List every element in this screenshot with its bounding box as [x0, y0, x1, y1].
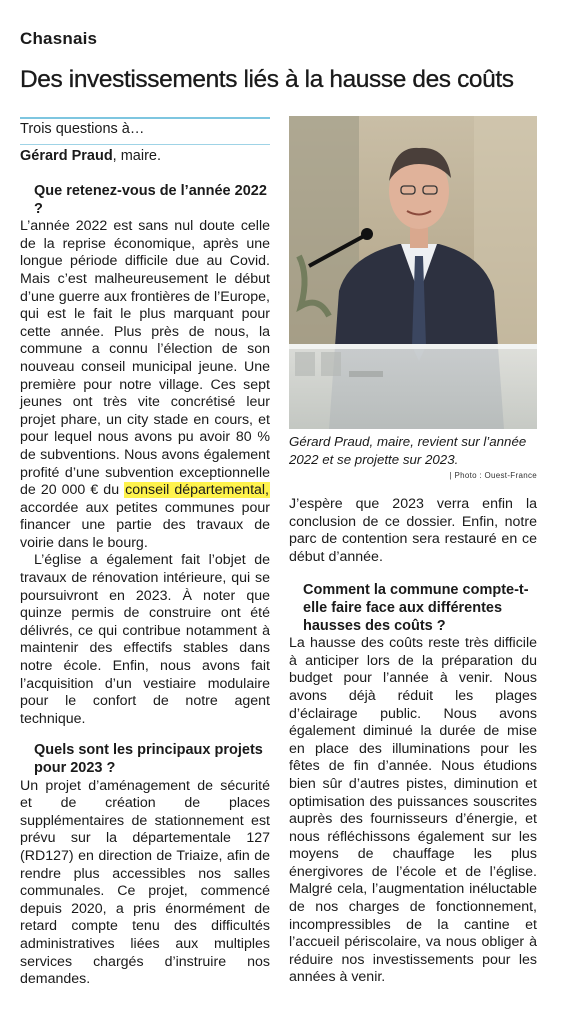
- answer-1-text-b: accordée aux petites communes pour financer une partie des travaux de voirie dans le bourg.: [20, 499, 270, 551]
- portrait-illustration: [289, 116, 537, 429]
- photo: [289, 116, 537, 429]
- answer-1-paragraph-1: [20, 218, 270, 552]
- question-2: Quels sont les principaux projets pour 2023 ?: [34, 742, 263, 776]
- section-town: Chasnais: [20, 29, 98, 48]
- divider-top: [20, 117, 270, 119]
- question-1: Que retenez-vous de l’année 2022 ?: [34, 183, 267, 217]
- answer-3-paragraph-1: La hausse des coûts reste très difficile à anticiper lors de la préparation du budget pour l’année à venir. Nous avons déjà réduit les plages d’éclairage public. Nous avons également diminué la durée de mise en place des illuminations pour les fêtes de fin d’année. Nous étudions bien sûr d’autres pistes, diminution et optimisation des puissances souscrites auprès des fournisseurs d’énergie, et nous réfléchissons également sur les moyens de chauffage les plus énergivores de l’école et de l’église. Malgré cela, l’augmentation inéluctable de nos charges de fonctionnement, incompressibles de la cantine et l’accueil périscolaire, va nous obliger à réduire nos investissements pour les années à venir.: [289, 635, 537, 986]
- answer-1-paragraph-2: L’église a également fait l’objet de travaux de rénovation intérieure, qui se poursuivront en 2023. À noter que quinze permis de construire ont été délivrés, ce qui contribue notamment à maintenir des effectifs stables dans notre école. Enfin, nous avons fait l’acquisition d’un vestiaire modulaire pour le confort de notre agent technique.: [20, 552, 270, 727]
- photo-caption: Gérard Praud, maire, revient sur l’année 2022 et se projette sur 2023.: [289, 434, 527, 467]
- photo-credit: | Photo : Ouest-France: [449, 471, 537, 480]
- kicker: Trois questions à…: [20, 121, 145, 137]
- answer-2-paragraph-1: Un projet d’aménagement de sécurité et de création de places supplémentaires de stationnement est prévu sur la départementale 127 (RD127) en direction de Triaize, afin de rendre plus accessibles nos salles communales. Ce projet, commencé depuis 2020, a pris énormément de retard compte tenu des difficultés administratives liées aux multiples services chargés d’instruire nos demandes.: [20, 777, 270, 988]
- byline-role: , maire.: [112, 148, 162, 164]
- question-3: Comment la commune compte-t-elle faire face aux différentes hausses des coûts ?: [303, 582, 529, 634]
- column-left: [20, 183, 270, 989]
- answer-2-paragraph-2: J’espère que 2023 verra enfin la conclusion de ce dossier. Enfin, notre parc de contention sera restauré en ce début d’année.: [289, 496, 537, 565]
- answer-1-text-a: L’année 2022 est sans nul doute celle de la reprise économique, après une longue période difficile due au Covid. Mais c’est malheureusement le début d’une guerre aux frontières de l’Europe, qui est le fait le plus marquant pour cette année. Plus près de nous, la commune a connu l’élection de son nouveau conseil municipal jeune. Une première pour notre village. Ces sept jeunes ont très vite concrétisé leur projet phare, un city stade en cours, et pour lequel nous avons pu avoir 80 % de subventions. Nous avons également profité d’une subvention exceptionnelle de 20 000 € du: [20, 218, 270, 499]
- headline: Des investissements liés à la hausse des coûts: [20, 66, 514, 93]
- column-right: [289, 496, 537, 987]
- byline-name: Gérard Praud: [20, 148, 113, 164]
- highlighted-phrase: conseil départemental,: [125, 482, 269, 499]
- divider-mid: [20, 144, 270, 145]
- byline: [20, 148, 161, 164]
